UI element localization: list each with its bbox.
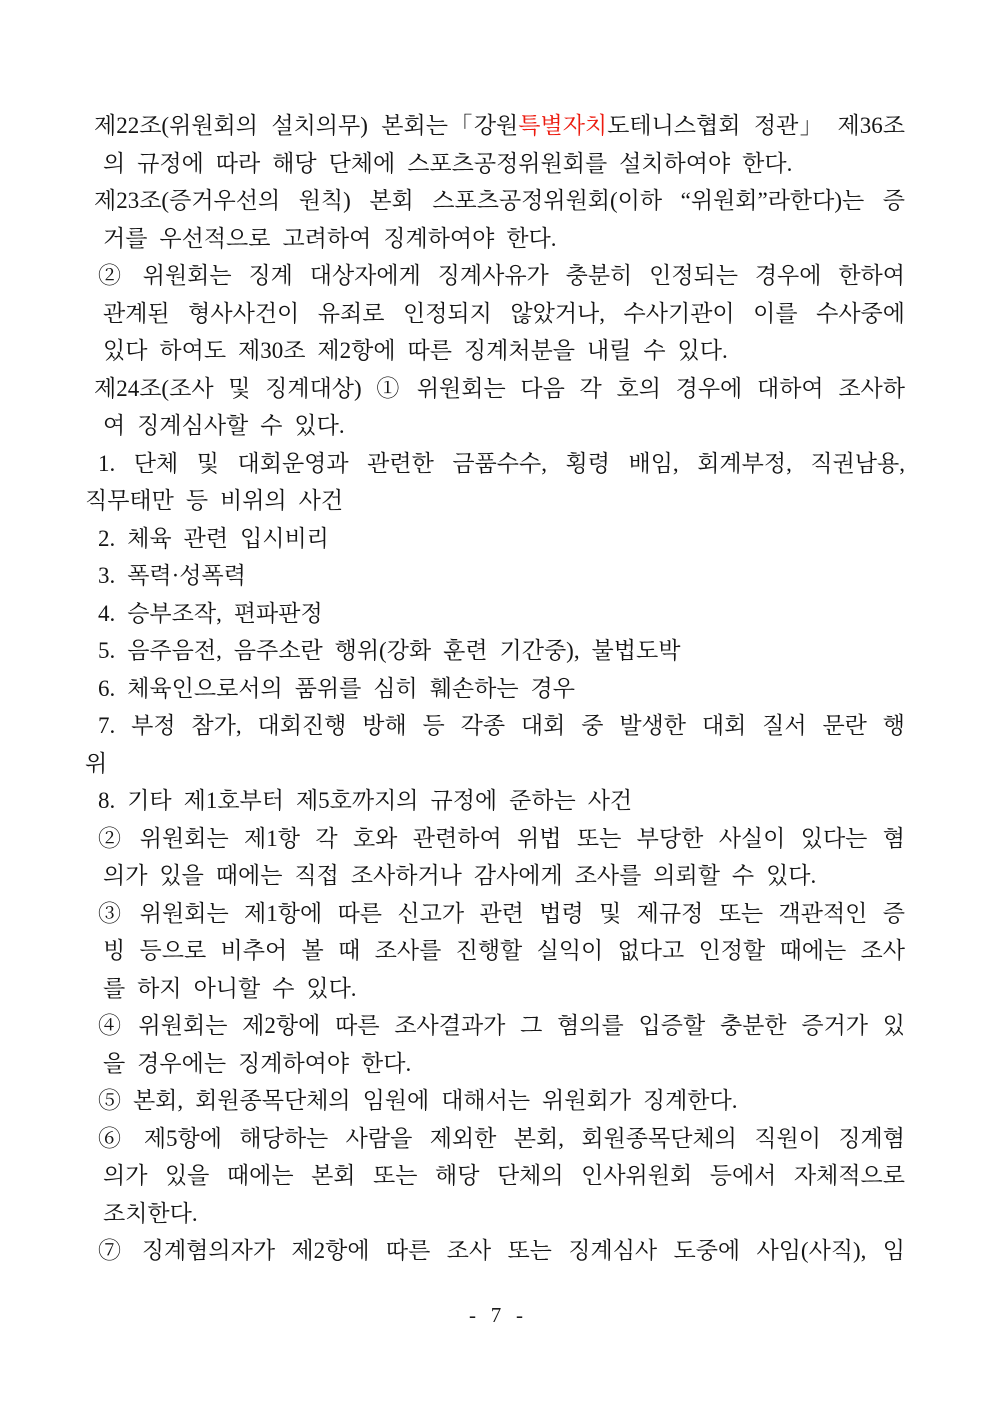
text-run: 의가 있을 때에는 본회 또는 해당 단체의 인사위원회 등에서 자체적으로 (103, 1163, 905, 1188)
text-run: ⑥ 제5항에 해당하는 사람을 제외한 본회, 회원종목단체의 직원이 징계혐 (98, 1125, 905, 1151)
text-run: 의가 있을 때에는 직접 조사하거나 감사에게 조사를 의뢰할 수 있다. (103, 863, 817, 888)
text-line (85, 1157, 905, 1195)
text-run: 을 경우에는 징계하여야 한다. (103, 1050, 412, 1076)
text-line (85, 670, 905, 708)
text-run: 있다 하여도 제30조 제2항에 따른 징계처분을 내릴 수 있다. (103, 338, 728, 363)
text-line (85, 820, 905, 858)
text-line (85, 1045, 905, 1083)
text-run: 5. 음주음전, 음주소란 행위(강화 훈련 기간중), 불법도박 (98, 638, 681, 663)
text-run: 도테니스협회 정관」 제36조 (607, 113, 905, 138)
text-line (85, 482, 905, 520)
text-line (85, 1082, 905, 1120)
text-line (85, 445, 905, 483)
text-run: ⑦ 징계혐의자가 제2항에 따른 조사 또는 징계심사 도중에 사임(사직), 임 (98, 1238, 905, 1263)
text-line (85, 182, 905, 220)
text-run: 제24조(조사 및 징계대상) ① 위원회는 다음 각 호의 경우에 대하여 조사하 (94, 375, 905, 401)
text-run: 6. 체육인으로서의 품위를 심히 훼손하는 경우 (98, 675, 575, 701)
text-run: 여 징계심사할 수 있다. (103, 413, 345, 438)
text-line (85, 145, 905, 183)
text-run: ③ 위원회는 제1항에 따른 신고가 관련 법령 및 제규정 또는 객관적인 증 (98, 900, 905, 926)
text-line (85, 1120, 905, 1158)
text-run: ⑤ 본회, 회원종목단체의 임원에 대해서는 위원회가 징계한다. (98, 1088, 738, 1113)
text-run: ② 위원회는 징계 대상자에게 징계사유가 충분히 인정되는 경우에 한하여 (98, 263, 905, 288)
text-line (85, 632, 905, 670)
text-line (85, 1007, 905, 1045)
text-run: 8. 기타 제1호부터 제5호까지의 규정에 준하는 사건 (98, 788, 633, 813)
text-run: 3. 폭력·성폭력 (98, 563, 246, 588)
text-line (85, 1232, 905, 1270)
text-line (85, 970, 905, 1008)
text-line (85, 295, 905, 333)
text-line (85, 407, 905, 445)
text-line (85, 595, 905, 633)
text-line (85, 257, 905, 295)
text-line (85, 932, 905, 970)
text-run: 4. 승부조작, 편파판정 (98, 600, 323, 626)
text-run: ② 위원회는 제1항 각 호와 관련하여 위법 또는 부당한 사실이 있다는 혐 (98, 825, 905, 851)
text-line (85, 107, 905, 145)
text-run: 제23조(증거우선의 원칙) 본회 스포츠공정위원회(이하 “위원회”라한다)는 증 (94, 188, 905, 213)
text-line (85, 557, 905, 595)
text-line (85, 745, 905, 783)
text-line (85, 1195, 905, 1233)
text-line (85, 707, 905, 745)
text-run: 관계된 형사사건이 유죄로 인정되지 않았거나, 수사기관이 이를 수사중에 (103, 300, 905, 326)
text-line (85, 857, 905, 895)
text-line (85, 520, 905, 558)
text-line (85, 332, 905, 370)
text-line (85, 220, 905, 258)
text-run: 빙 등으로 비추어 볼 때 조사를 진행할 실익이 없다고 인정할 때에는 조사 (103, 938, 905, 963)
highlighted-red-text: 특별자치 (518, 113, 608, 138)
text-run: 제22조(위원회의 설치의무) 본회는「강원 (94, 113, 519, 138)
document-lines (85, 107, 905, 1270)
text-run: 직무태만 등 비위의 사건 (85, 488, 344, 513)
text-run: 2. 체육 관련 입시비리 (98, 525, 329, 551)
text-run: 를 하지 아니할 수 있다. (103, 975, 357, 1001)
text-line (85, 895, 905, 933)
text-run: 1. 단체 및 대회운영과 관련한 금품수수, 횡령 배임, 회계부정, 직권남용, (98, 450, 905, 476)
text-line (85, 782, 905, 820)
text-line (85, 370, 905, 408)
text-run: 위 (85, 750, 108, 776)
text-run: 조치한다. (103, 1200, 198, 1226)
text-run: 의 규정에 따라 해당 단체에 스포츠공정위원회를 설치하여야 한다. (103, 150, 793, 176)
text-run: 거를 우선적으로 고려하여 징계하여야 한다. (103, 225, 557, 251)
text-run: 7. 부정 참가, 대회진행 방해 등 각종 대회 중 발생한 대회 질서 문란 행 (98, 713, 905, 738)
page-number: - 7 - (469, 1303, 523, 1327)
text-run: ④ 위원회는 제2항에 따른 조사결과가 그 혐의를 입증할 충분한 증거가 있 (98, 1013, 905, 1038)
